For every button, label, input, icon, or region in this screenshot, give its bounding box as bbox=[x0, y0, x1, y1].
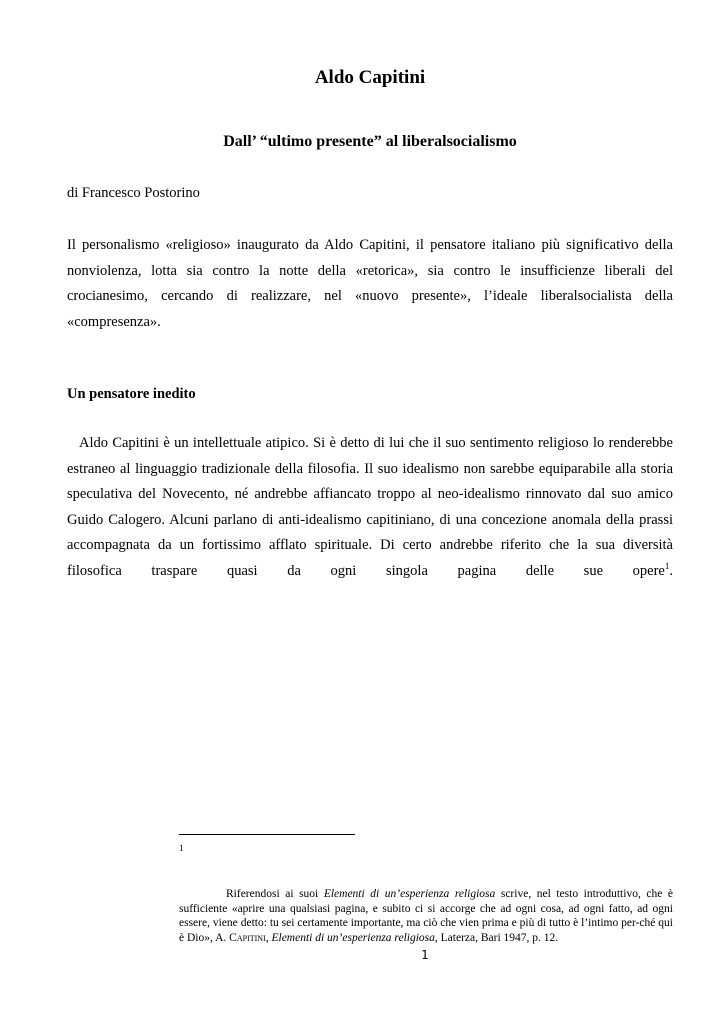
author-line: di Francesco Postorino bbox=[67, 185, 200, 201]
abstract-paragraph: Il personalismo «religioso» inaugurato da Aldo Capitini, il pensatore italiano più significativo della nonviolenza, lotta sia contro la notte della «retorica», sia contro le insufficienze liberali del crocianesimo, cercando di realizzare, nel «nuovo presente», l’ideale liberalsocialista della «compresenza». bbox=[67, 237, 673, 330]
footnote-book-title: Elementi di un’esperienza religiosa bbox=[271, 931, 435, 944]
page-title: Aldo Capitini bbox=[314, 67, 426, 88]
footnote-separator bbox=[179, 834, 355, 835]
footnote-segment: scrive, nel testo introduttivo, che è sufficiente «aprire una qualsiasi pagina, e subito ci si accorge che ad ogni cosa, ad ogni fatto, ad ogni essere, viene detto: tu sei certamente importante, ma ciò che vien prima e più di tutto è l’intimo per-ché qui è Dio», A. bbox=[179, 888, 674, 944]
page-subtitle: Dall’ “ultimo presente” al liberalsocialismo bbox=[223, 133, 517, 150]
section-heading: Un pensatore inedito bbox=[67, 386, 196, 402]
footnote-text bbox=[179, 887, 673, 945]
body-end-punct: . bbox=[669, 562, 673, 579]
page-number: 1 bbox=[421, 948, 429, 962]
footnote-segment: , bbox=[265, 931, 272, 944]
footnote-segment: , Laterza, Bari 1947, p. 12. bbox=[434, 931, 559, 944]
footnote-segment: Riferendosi ai suoi bbox=[226, 888, 324, 900]
body-paragraph bbox=[67, 431, 673, 584]
footnote-mark: 1 bbox=[179, 843, 184, 853]
footnote-author: Capitini bbox=[229, 931, 266, 944]
footnote-reference[interactable]: 1 bbox=[664, 560, 670, 571]
footnote-book-title: Elementi di un’esperienza religiosa bbox=[323, 888, 496, 900]
body-text: Aldo Capitini è un intellettuale atipico. Si è detto di lui che il suo sentimento religioso lo renderebbe estraneo al linguaggio tradizionale della filosofia. Il suo idealismo non sarebbe equiparabile alla storia speculativa del Novecento, né andrebbe affiancato troppo al neo-idealismo rinnovato dal suo amico Guido Calogero. Alcuni parlano di anti-idealismo capitiniano, di una concezione anomala della prassi accompagnata da un fortissimo afflato spirituale. Di certo andrebbe riferito che la sua diversità filosofica traspare quasi da ogni singola pagina delle sue opere bbox=[67, 435, 673, 579]
